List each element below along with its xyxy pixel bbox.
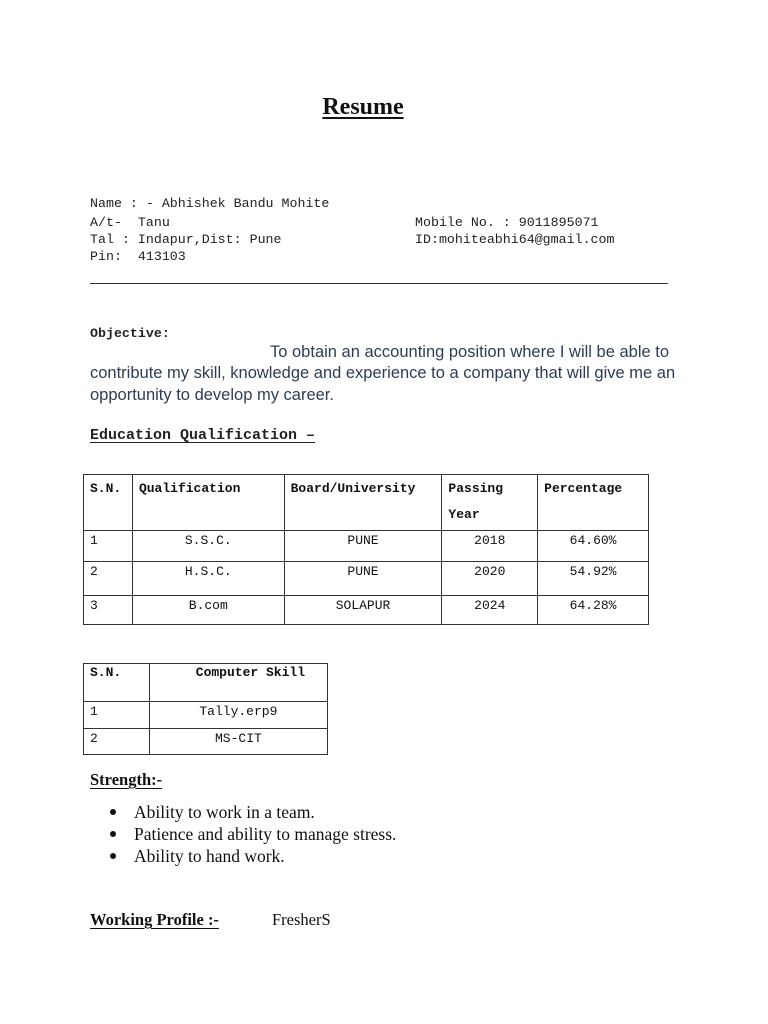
computer-skills-table: [83, 663, 328, 755]
address-pin: Pin: 413103: [90, 249, 186, 264]
cell-percentage: 54.92%: [538, 562, 649, 596]
cell-sn: 1: [84, 702, 150, 729]
table-header-row: [84, 664, 328, 702]
name-line: Name : - Abhishek Bandu Mohite: [90, 196, 330, 211]
cell-year: 2018: [442, 531, 538, 562]
cell-qualification: H.S.C.: [132, 562, 284, 596]
cell-percentage: 64.28%: [538, 596, 649, 625]
header-qualification: Qualification: [132, 475, 284, 531]
list-item: Ability to hand work.: [108, 845, 396, 867]
cell-year: 2020: [442, 562, 538, 596]
cell-board: PUNE: [284, 531, 442, 562]
education-table: [83, 474, 649, 625]
cell-year: 2024: [442, 596, 538, 625]
cell-percentage: 64.60%: [538, 531, 649, 562]
mobile-number: Mobile No. : 9011895071: [415, 215, 599, 230]
cell-sn: 1: [84, 531, 133, 562]
list-item: Ability to work in a team.: [108, 801, 396, 823]
table-row: [84, 531, 649, 562]
header-percentage: Percentage: [538, 475, 649, 531]
resume-title: Resume: [322, 94, 404, 120]
address-village: A/t- Tanu: [90, 215, 170, 230]
working-profile-label: Working Profile :-: [90, 910, 219, 929]
cell-skill: MS-CIT: [149, 729, 327, 755]
header-sn: S.N.: [84, 664, 150, 702]
list-item: Patience and ability to manage stress.: [108, 823, 396, 845]
education-heading: Education Qualification –: [90, 427, 316, 444]
address-taluka: Tal : Indapur,Dist: Pune: [90, 232, 282, 247]
strength-heading: Strength:-: [90, 770, 163, 789]
cell-board: SOLAPUR: [284, 596, 442, 625]
cell-qualification: S.S.C.: [132, 531, 284, 562]
cell-qualification: B.com: [132, 596, 284, 625]
strength-list: [108, 801, 396, 867]
header-passing-year: Passing Year: [442, 475, 538, 531]
divider: [90, 283, 668, 284]
cell-skill: Tally.erp9: [149, 702, 327, 729]
table-row: [84, 729, 328, 755]
cell-sn: 2: [84, 729, 150, 755]
header-computer-skill: Computer Skill: [149, 664, 327, 702]
header-board: Board/University: [284, 475, 442, 531]
header-sn: S.N.: [84, 475, 133, 531]
cell-sn: 3: [84, 596, 133, 625]
email-id: ID:mohiteabhi64@gmail.com: [415, 232, 615, 247]
table-row: [84, 702, 328, 729]
cell-board: PUNE: [284, 562, 442, 596]
working-profile-value: FresherS: [272, 910, 331, 929]
objective-label: Objective:: [90, 326, 170, 341]
cell-sn: 2: [84, 562, 133, 596]
table-header-row: [84, 475, 649, 531]
table-row: [84, 562, 649, 596]
table-row: [84, 596, 649, 625]
objective-text: To obtain an accounting position where I will be able to contribute my skill, knowledge and experience to a company that will give me an opportunity to develop my career.: [90, 343, 676, 404]
